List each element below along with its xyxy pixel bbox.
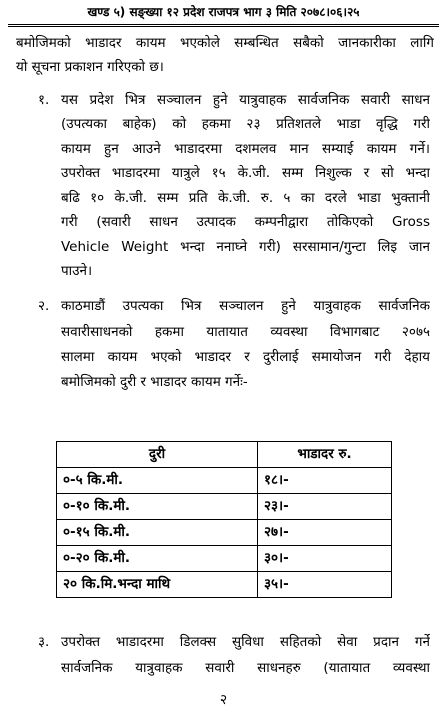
fare-cell: ३५।- xyxy=(258,572,392,598)
header-rule-bottom xyxy=(8,26,439,27)
distance-cell: ०-१० कि.मी. xyxy=(57,494,258,520)
page-number: २ xyxy=(219,692,228,708)
item-1-line-1: यस प्रदेश भित्र सञ्चालन हुने यात्रुवाहक सार्वजनिक सवारी साधन xyxy=(61,92,430,108)
gazette-header: खण्ड ५) सङ्ख्या १२ प्रदेश राजपत्र भाग ३ मिति २०७८।०६।२५ xyxy=(87,5,360,19)
item-2-line-4: बमोजिमको दुरी र भाडादर कायम गर्नेः- xyxy=(61,374,248,390)
fare-cell: ३०।- xyxy=(258,546,392,572)
item-2-line-1: काठमाडौं उपत्यका भित्र सञ्चालन हुने यात्रुवाहक सार्वजनिक xyxy=(61,298,430,314)
item-1-line-3: कायम हुन आउने भाडादरमा दशमलव मान सम्याई कायम गर्ने। xyxy=(61,141,430,157)
item-1-line-7: Vehicle Weight भन्दा ननाघ्ने गरी) सरसामान/गुन्टा लिइ जान xyxy=(61,239,430,255)
item-1-line-2: (उपत्यका बाहेक) को हकमा २३ प्रतिशतले भाडा वृद्धि गरी xyxy=(61,116,430,132)
item-1-number: १. xyxy=(38,92,50,108)
item-3-line-1: उपरोक्त भाडादरमा डिलक्स सुविधा सहितको सेवा प्रदान गर्ने xyxy=(61,634,430,650)
distance-cell: ०-१५ कि.मी. xyxy=(57,520,258,546)
distance-cell: ०-५ कि.मी. xyxy=(57,468,258,494)
fare-table-header-row xyxy=(57,442,392,468)
header-rule-top xyxy=(8,24,439,25)
table-row xyxy=(57,520,392,546)
item-1-line-4: उपरोक्त भाडादरमा यात्रुले १५ के.जी. सम्म निशुल्क र सो भन्दा xyxy=(61,165,430,181)
fare-cell: २७।- xyxy=(258,520,392,546)
item-2-number: २. xyxy=(38,298,50,314)
item-3-number: ३. xyxy=(38,634,50,650)
fare-column-header: भाडादर रु. xyxy=(258,442,392,468)
fare-table xyxy=(56,441,392,598)
intro-line-1: बमोजिमको भाडादर कायम भएकोले सम्बन्धित सबैको जानकारीका लागि xyxy=(16,35,434,51)
item-2-line-3: सालमा कायम भएको भाडादर र दुरीलाई समायोजन गरी देहाय xyxy=(61,349,430,365)
fare-cell: १८।- xyxy=(258,468,392,494)
fare-cell: २३।- xyxy=(258,494,392,520)
item-1-line-6: गरी (सवारी साधन उत्पादक कम्पनीद्वारा तोकिएको Gross xyxy=(61,214,430,230)
item-1-line-5: बढि १० के.जी. सम्म प्रति के.जी. रु. ५ का दरले भाडा भुक्तानी xyxy=(61,190,430,206)
table-row xyxy=(57,494,392,520)
item-1-line-8: पाउने। xyxy=(61,263,93,279)
item-3-line-2: सार्वजनिक यात्रुवाहक सवारी साधनहरु (यातायात व्यवस्था xyxy=(61,660,430,676)
intro-line-2: यो सूचना प्रकाशन गरिएको छ। xyxy=(16,59,164,75)
table-row xyxy=(57,468,392,494)
distance-cell: ०-२० कि.मी. xyxy=(57,546,258,572)
item-2-line-2: सवारीसाधनको हकमा यातायात व्यवस्था विभागबाट २०७५ xyxy=(61,324,430,340)
distance-column-header: दुरी xyxy=(57,442,258,468)
table-row xyxy=(57,546,392,572)
table-row xyxy=(57,572,392,598)
distance-cell: २० कि.मि.भन्दा माथि xyxy=(57,572,258,598)
